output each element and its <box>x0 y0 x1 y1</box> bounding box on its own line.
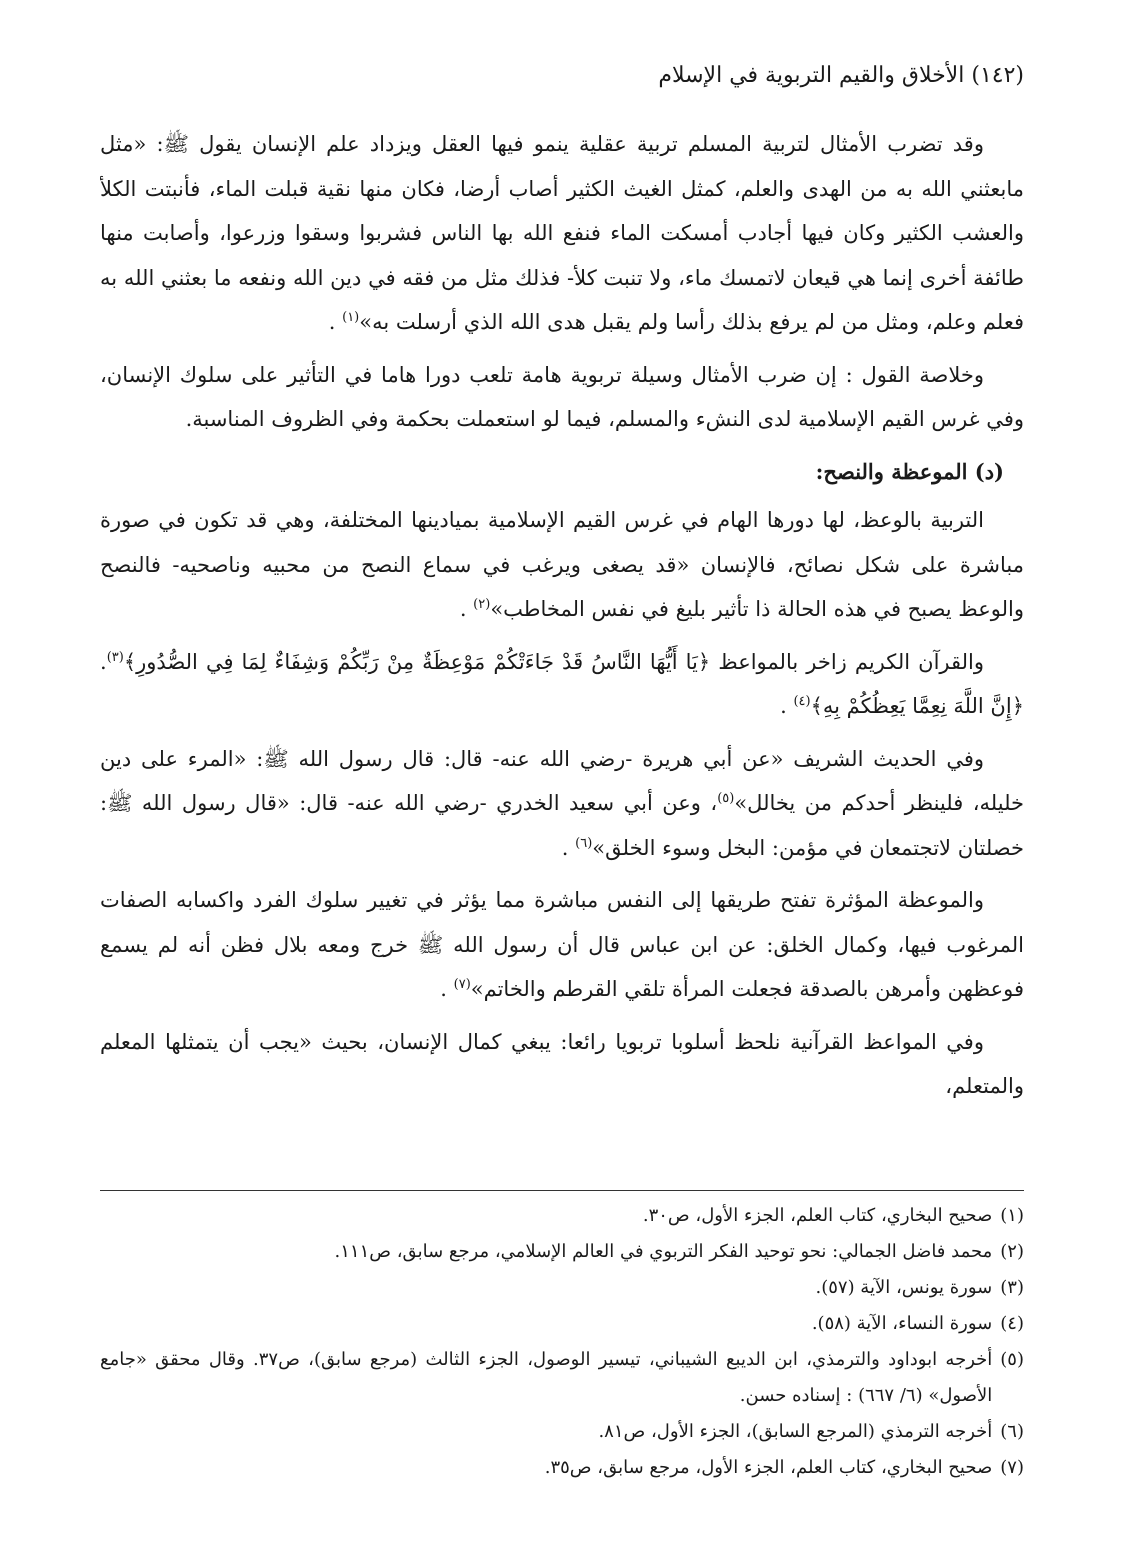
footnote-item: (٤) سورة النساء، الآية (٥٨). <box>811 1313 1024 1334</box>
paragraph-hadith: وفي الحديث الشريف «عن أبي هريرة -رضي الله عنه- قال: قال رسول الله ﷺ: «المرء على دين خليله، فلينظر أحدكم من يخالل»$^{(٥)}$، وعن أبي سعيد الخدري -رضي الله عنه- قال: «قال رسول الله ﷺ: خصلتان لاتجتمعان في مؤمن: البخل وسوء الخلق»$^{(٦)}$ . <box>100 746 1024 860</box>
running-header <box>100 56 1024 96</box>
section-heading: (د) الموعظة والنصح: <box>815 458 1004 484</box>
footnote-ref-5: (٥) <box>717 791 735 806</box>
footnote-item: (١) صحيح البخاري، كتاب العلم، الجزء الأول، ص٣٠. <box>642 1205 1024 1226</box>
footnote-item: (٥) أخرجه ابوداود والترمذي، ابن الديبع الشيباني، تيسير الوصول، الجزء الثالث (مرجع سابق)، ص٣٧. وقال محقق «جامع الأصول» (٦/ ٦٦٧) : إسناده حسن. <box>100 1349 1024 1406</box>
footnote-item: (٣) سورة يونس، الآية (٥٧). <box>815 1277 1024 1298</box>
footnote-item: (٦) أخرجه الترمذي (المرجع السابق)، الجزء الأول، ص٨١. <box>598 1421 1024 1442</box>
paragraph-summary: وخلاصة القول : إن ضرب الأمثال وسيلة تربوية هامة تلعب دورا هاما في التأثير على سلوك الإنسان، وفي غرس القيم الإسلامية لدى النشء والمسلم، فيما لو استعملت بحكمة وفي الظروف المناسبة. <box>100 362 1024 431</box>
paragraph-quran: والقرآن الكريم زاخر بالمواعظ ﴿يَا أَيُّهَا النَّاسُ قَدْ جَاءَتْكُمْ مَوْعِظَةٌ مِنْ رَبِّكُمْ وَشِفَاءٌ لِمَا فِي الصُّدُورِ﴾$^{(٣)}$. ﴿إِنَّ اللَّهَ نِعِمَّا يَعِظُكُمْ بِهِ﴾$^{(٤)}$ . <box>100 649 1024 718</box>
footnotes <box>100 1198 1024 1498</box>
footnote-item: (٢) محمد فاضل الجمالي: نحو توحيد الفكر التربوي في العالم الإسلامي، مرجع سابق، ص١١١. <box>334 1241 1024 1262</box>
paragraph-parables: وقد تضرب الأمثال لتربية المسلم تربية عقلية ينمو فيها العقل ويزداد علم الإنسان يقول ﷺ: «مثل مابعثني الله به من الهدى والعلم، كمثل الغيث الكثير أصاب أرضا، فكان منها نقية قبلت الماء، فأنبتت الكلأ والعشب الكثير وكان فيها أجادب أمسكت الماء فنفع الله بها الناس فشربوا وسقوا وزرعوا، وأصابت منها طائفة أخرى إنما هي قيعان لاتمسك ماء، ولا تنبت كلأ- فذلك مثل من فقه في دين الله ونفعه ما بعثني الله به فعلم وعلم، ومثل من لم يرفع بذلك رأسا ولم يقبل هدى الله الذي أرسلت به»$^{(١)}$ . <box>100 132 1024 334</box>
footnote-divider <box>100 1190 1024 1191</box>
footnote-ref-4: (٤) <box>793 694 811 709</box>
main-text <box>100 122 1024 1182</box>
running-title: الأخلاق والقيم التربوية في الإسلام <box>658 63 965 88</box>
footnote-ref-1: (١) <box>342 310 360 325</box>
footnote-ref-2: (٢) <box>473 597 491 612</box>
footnote-ref-7: (٧) <box>453 977 471 992</box>
footnote-ref-3: (٣) <box>106 649 124 665</box>
page-number: (١٤٢) <box>971 63 1024 88</box>
paragraph-effective-sermon: والموعظة المؤثرة تفتح طريقها إلى النفس مباشرة مما يؤثر في تغيير سلوك الفرد واكسابه الصفات المرغوب فيها، وكمال الخلق: عن ابن عباس قال أن رسول الله ﷺ خرج ومعه بلال فظن أنه لم يسمع فوعظهن وأمرهن بالصدقة فجعلت المرأة تلقي القرطم والخاتم»$^{(٧)}$ . <box>100 888 1024 1001</box>
paragraph-preaching: التربية بالوعظ، لها دورها الهام في غرس القيم الإسلامية بميادينها المختلفة، وهي قد تكون في صورة مباشرة على شكل نصائح، فالإنسان «قد يصغى ويرغب في سماع النصح من محبيه وناصحيه- فالنصح والوعظ يصبح في هذه الحالة ذا تأثير بليغ في نفس المخاطب»$^{(٢)}$ . <box>100 508 1024 621</box>
footnote-ref-6: (٦) <box>575 835 593 851</box>
footnote-item: (٧) صحيح البخاري، كتاب العلم، الجزء الأول، مرجع سابق، ص٣٥. <box>544 1457 1024 1478</box>
paragraph-quranic-sermons: وفي المواعظ القرآنية نلحظ أسلوبا تربويا رائعا: يبغي كمال الإنسان، بحيث «يجب أن يتمثلها المعلم والمتعلم، <box>100 1029 1024 1098</box>
